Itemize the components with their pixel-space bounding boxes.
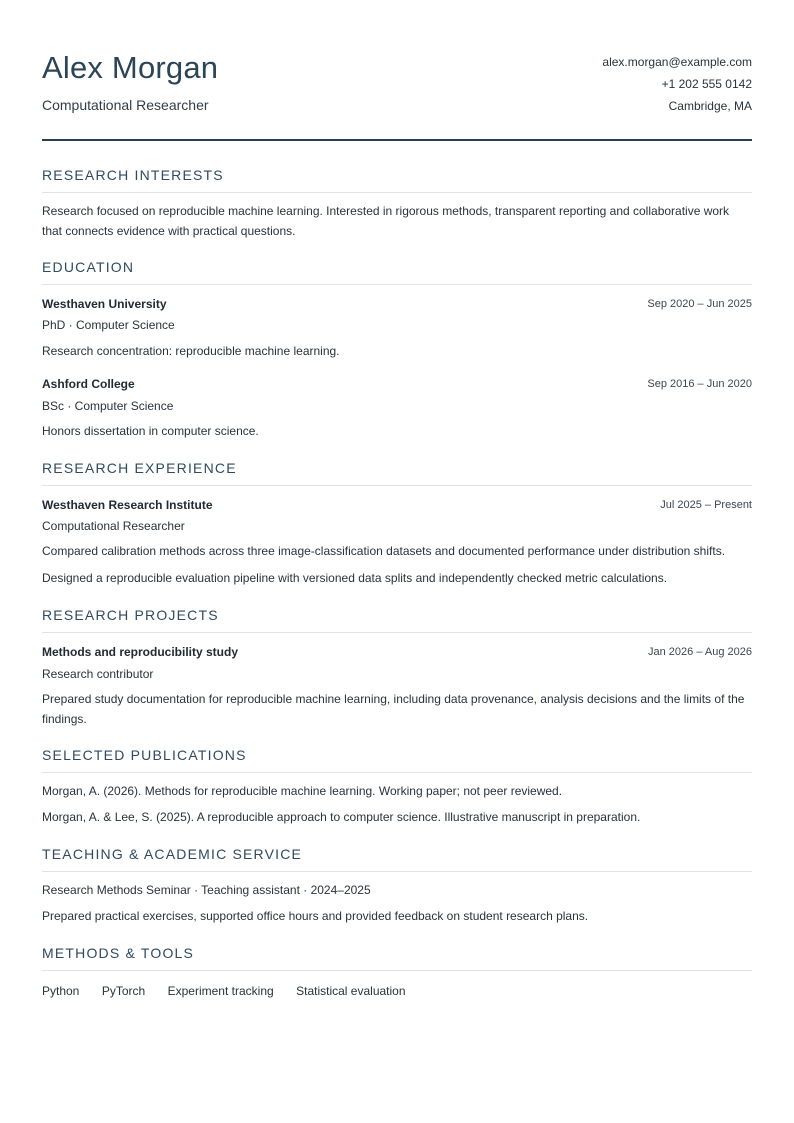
skills-list: [42, 982, 752, 1000]
section-research-projects: [42, 606, 752, 729]
project-name: Methods and reproducibility study: [42, 645, 239, 659]
education-note: Research concentration: reproducible machine learning.: [42, 344, 340, 358]
contact-location: Cambridge, MA: [668, 99, 752, 113]
resume-page: [42, 0, 752, 998]
degree: PhD · Computer Science: [42, 318, 175, 332]
project-entry: [42, 643, 752, 729]
section-title: RESEARCH INTERESTS: [42, 166, 752, 193]
degree: BSc · Computer Science: [42, 398, 174, 413]
resume-header: [42, 0, 752, 141]
teaching-line: Research Methods Seminar · Teaching assistant · 2024–2025: [42, 883, 371, 897]
section-publications: [42, 746, 752, 827]
skill-item: Statistical evaluation: [296, 984, 406, 998]
teaching-description: Prepared practical exercises, supported office hours and provided feedback on student research plans.: [42, 908, 589, 923]
education-note: Honors dissertation in computer science.: [42, 423, 259, 438]
contact-block: [602, 54, 752, 120]
publication-item: Morgan, A. (2026). Methods for reproducible machine learning. Working paper; not peer reviewed.: [42, 784, 563, 798]
project-role: Research contributor: [42, 667, 154, 681]
contact-phone[interactable]: +1 202 555 0142: [661, 77, 752, 91]
education-entry: [42, 295, 752, 362]
organization-name: Westhaven Research Institute: [42, 498, 213, 512]
candidate-role: Computational Researcher: [42, 97, 209, 113]
experience-bullet: Compared calibration methods across three image-classification datasets and documented performance under distribution shifts.: [42, 544, 726, 558]
publication-item: Morgan, A. & Lee, S. (2025). A reproducible approach to computer science. Illustrative manuscript in preparation.: [42, 809, 641, 824]
entry-date: Sep 2016 – Jun 2020: [647, 377, 752, 390]
section-education: [42, 258, 752, 441]
candidate-name: Alex Morgan: [42, 50, 219, 85]
experience-bullet: Designed a reproducible evaluation pipeline with versioned data splits and independently checked metric calculations.: [42, 570, 668, 585]
section-research-experience: [42, 459, 752, 588]
section-title: TEACHING & ACADEMIC SERVICE: [42, 845, 752, 872]
section-methods-tools: [42, 944, 752, 1000]
section-research-interests: [42, 166, 752, 241]
entry-date: Jan 2026 – Aug 2026: [648, 646, 752, 658]
institution-name: Westhaven University: [42, 297, 167, 311]
interests-text: Research focused on reproducible machine learning. Interested in rigorous methods, transparent reporting and collaborative work that connects evidence with practical questions.: [42, 204, 730, 238]
section-title: EDUCATION: [42, 258, 752, 285]
skill-item: Experiment tracking: [167, 984, 274, 998]
section-title: RESEARCH EXPERIENCE: [42, 459, 752, 486]
skill-item: Python: [42, 984, 80, 998]
section-title: SELECTED PUBLICATIONS: [42, 746, 752, 773]
position-title: Computational Researcher: [42, 519, 185, 533]
section-title: METHODS & TOOLS: [42, 944, 752, 971]
education-entry: [42, 375, 752, 442]
institution-name: Ashford College: [42, 376, 135, 391]
section-title: RESEARCH PROJECTS: [42, 606, 752, 633]
entry-date: Jul 2025 – Present: [660, 499, 752, 511]
experience-entry: [42, 496, 752, 588]
project-description: Prepared study documentation for reproducible machine learning, including data provenance, analysis decisions and the limits of the findings.: [42, 692, 745, 726]
contact-email[interactable]: alex.morgan@example.com: [602, 55, 752, 69]
skill-item: PyTorch: [101, 984, 146, 998]
entry-date: Sep 2020 – Jun 2025: [647, 298, 752, 310]
section-teaching-service: [42, 845, 752, 926]
